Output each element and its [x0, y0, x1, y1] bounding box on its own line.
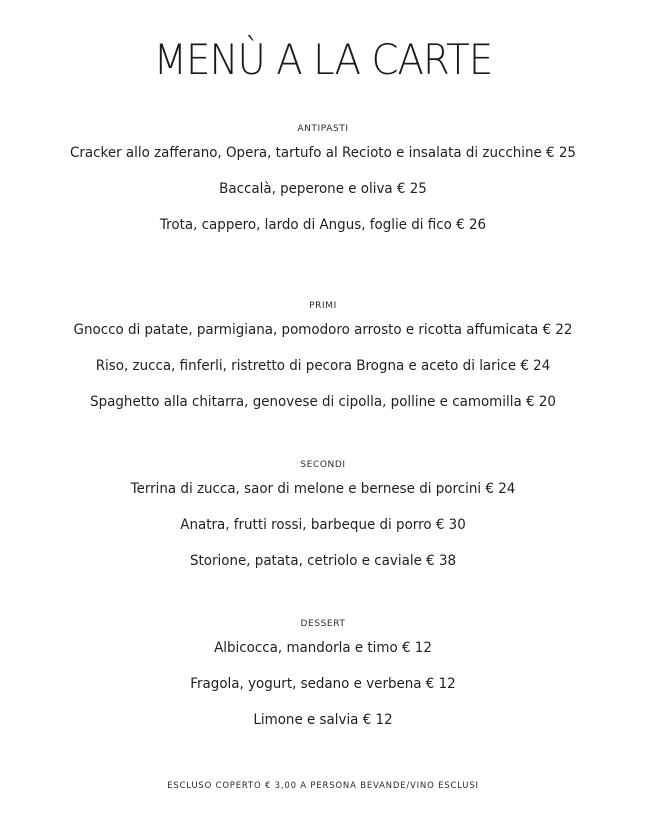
dish-item: Cracker allo zafferano, Opera, tartufo al Recioto e insalata di zucchine € 25 — [70, 145, 576, 161]
footer-note: ESCLUSO COPERTO € 3,00 A PERSONA BEVANDE/VINO ESCLUSI — [167, 781, 479, 791]
dish-item: Storione, patata, cetriolo e caviale € 38 — [189, 553, 457, 569]
dish-item: Terrina di zucca, saor di melone e bernese di porcini € 24 — [130, 481, 516, 497]
dish-item: Limone e salvia € 12 — [253, 712, 393, 728]
dish-item: Gnocco di patate, parmigiana, pomodoro arrosto e ricotta affumicata € 22 — [73, 322, 573, 338]
dish-item: Spaghetto alla chitarra, genovese di cipolla, polline e camomilla € 20 — [90, 394, 556, 410]
dish-item: Albicocca, mandorla e timo € 12 — [214, 640, 432, 656]
dish-item: Trota, cappero, lardo di Angus, foglie di fico € 26 — [159, 217, 487, 233]
section-heading-primi: PRIMI — [309, 301, 337, 311]
section-heading-dessert: DESSERT — [300, 619, 346, 629]
dish-item: Baccalà, peperone e oliva € 25 — [219, 181, 427, 197]
dish-item: Riso, zucca, finferli, ristretto di pecora Brogna e aceto di larice € 24 — [95, 358, 551, 374]
menu-title: MENÙ A LA CARTE — [153, 35, 493, 84]
section-heading-secondi: SECONDI — [300, 460, 346, 470]
section-heading-antipasti: ANTIPASTI — [297, 124, 349, 134]
dish-item: Anatra, frutti rossi, barbeque di porro € 30 — [180, 517, 466, 533]
dish-item: Fragola, yogurt, sedano e verbena € 12 — [190, 676, 456, 692]
